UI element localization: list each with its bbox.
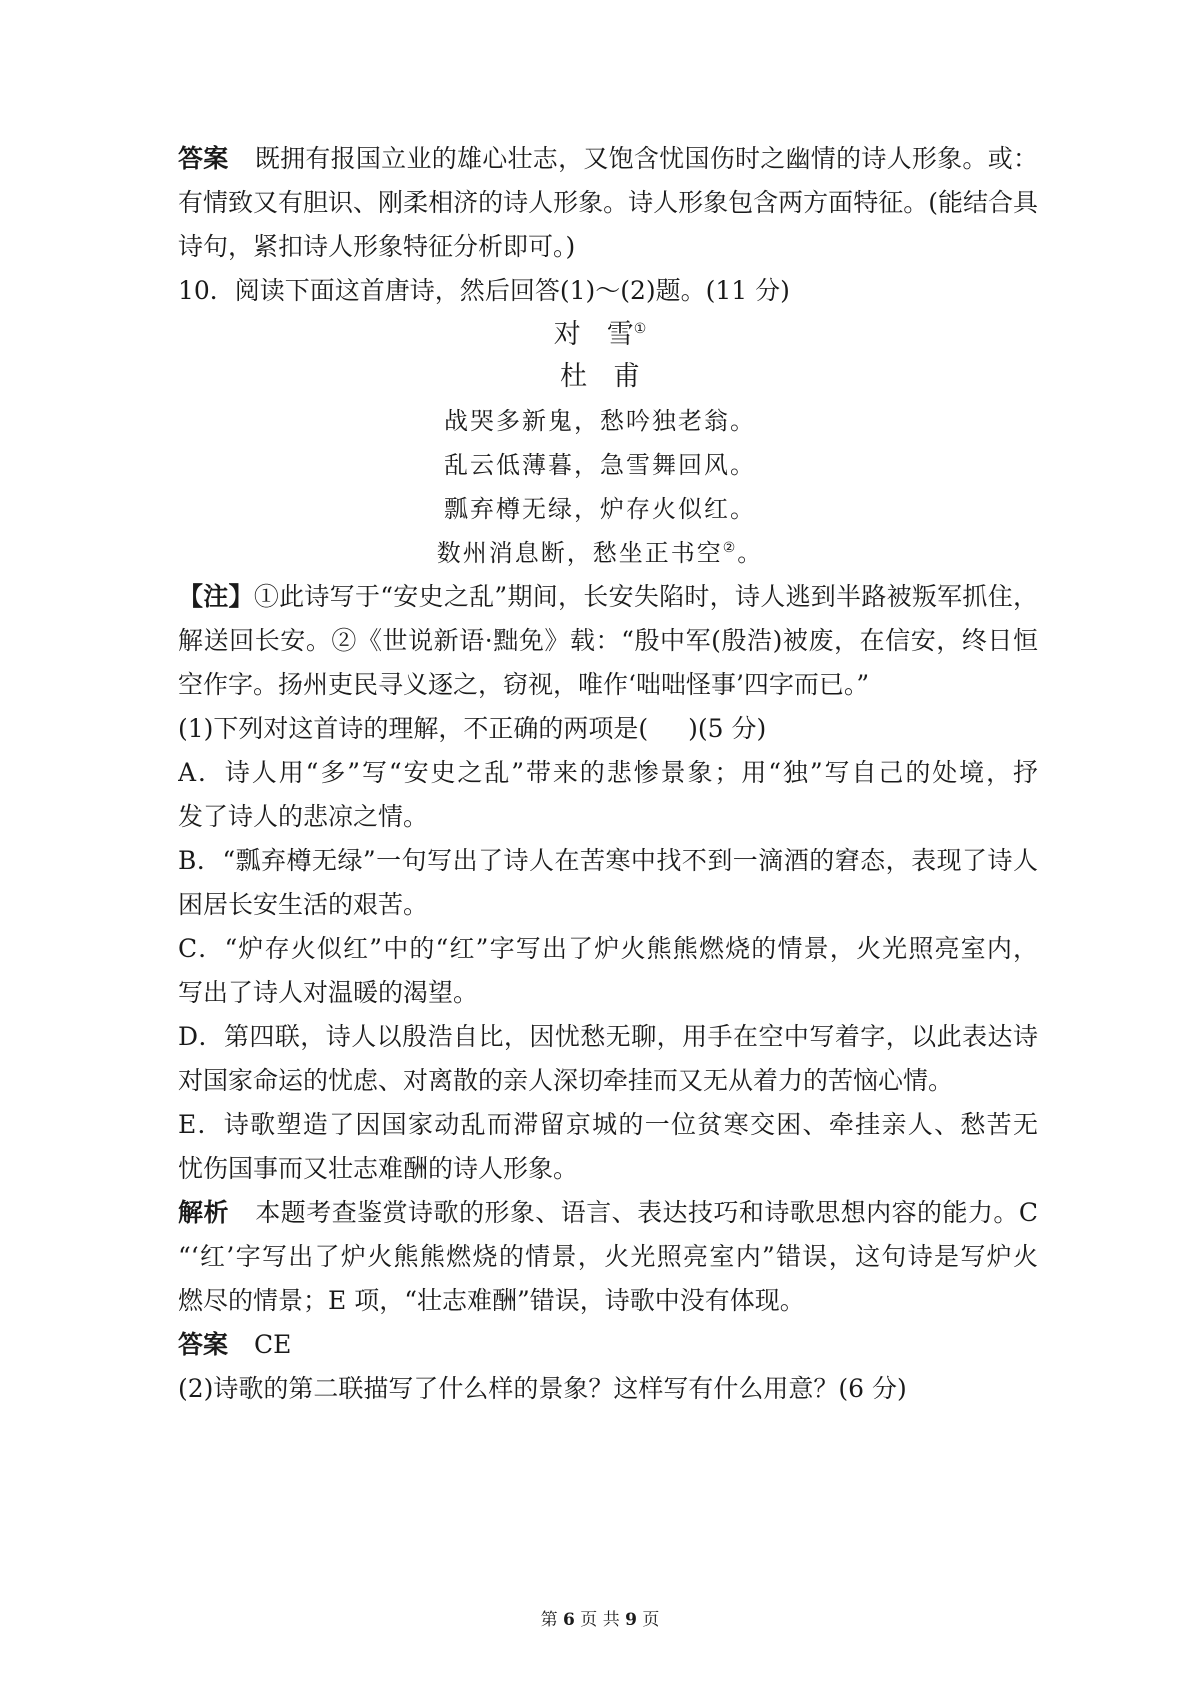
option-c-line-1: C．“炉存火似红”中的“红”字写出了炉火熊熊燃烧的情景，火光照亮室内， [178, 934, 1038, 963]
poem-author: 杜 甫 [560, 361, 640, 392]
option-a-line-2: 发了诗人的悲凉之情。 [178, 802, 429, 831]
notes-label: 【注】 [178, 582, 254, 611]
answer-line-2: 有情致又有胆识、刚柔相济的诗人形象。诗人形象包含两方面特征。(能结合具 [178, 188, 1038, 217]
answer-line-3: 诗句，紧扣诗人形象特征分析即可。) [178, 232, 576, 261]
answer-text: 既拥有报国立业的雄心壮志，又饱含忧国伤时之幽情的诗人形象。或： [254, 144, 1038, 173]
page-footer: 第 6 页 共 9 页 [540, 1610, 660, 1630]
answer-2-label: 答案 [178, 1330, 229, 1359]
total-pages: 9 [625, 1610, 637, 1630]
answer-2-line [178, 1328, 1038, 1362]
answer-label: 答案 [178, 144, 229, 173]
poem-line-3: 瓢弃樽无绿，炉存火似红。 [444, 495, 756, 523]
notes-line-1: 【注】①此诗写于“安史之乱”期间，长安失陷时，诗人逃到半路被叛军抓住， [178, 582, 1038, 611]
notes-line-3: 空作字。扬州吏民寻义逐之，窃视，唯作‘咄咄怪事’四字而已。” [178, 670, 870, 699]
analysis-line-3: 燃尽的情景；E 项，“壮志难酬”错误，诗歌中没有体现。 [178, 1286, 805, 1315]
answer-2-value: CE [254, 1330, 292, 1359]
answer-line-1 [178, 142, 1038, 176]
poem-line-2: 乱云低薄暮，急雪舞回风。 [444, 451, 756, 479]
question-10-stem: 10．阅读下面这首唐诗，然后回答(1)～(2)题。(11 分) [178, 276, 790, 305]
option-d-line-1: D．第四联，诗人以殷浩自比，因忧愁无聊，用手在空中写着字，以此表达诗 [178, 1022, 1038, 1051]
poem-line-note: ② [722, 540, 738, 556]
option-c-line-2: 写出了诗人对温暖的渴望。 [178, 978, 479, 1007]
notes-line-2: 解送回长安。②《世说新语·黜免》载：“殷中军(殷浩)被废，在信安，终日恒 [178, 626, 1038, 655]
poem-title-note: ① [633, 321, 647, 337]
option-e-line-1: E．诗歌塑造了因国家动乱而滞留京城的一位贫寒交困、牵挂亲人、愁苦无 [178, 1110, 1038, 1139]
poem-line-4: 数州消息断，愁坐正书空②。 [436, 539, 764, 567]
analysis-label: 解析 [178, 1198, 229, 1227]
poem-title: 对 雪① [553, 319, 647, 350]
option-e-line-2: 忧伤国事而又壮志难酬的诗人形象。 [178, 1154, 579, 1183]
sub-question-2-stem: (2)诗歌的第二联描写了什么样的景象？这样写有什么用意？(6 分) [178, 1374, 907, 1403]
option-b-line-1: B．“瓢弃樽无绿”一句写出了诗人在苦寒中找不到一滴酒的窘态，表现了诗人 [178, 846, 1038, 875]
analysis-line-2: “‘红’字写出了炉火熊熊燃烧的情景，火光照亮室内”错误，这句诗是写炉火 [178, 1242, 1038, 1271]
page-number: 6 [563, 1610, 575, 1630]
option-d-line-2: 对国家命运的忧虑、对离散的亲人深切牵挂而又无从着力的苦恼心情。 [178, 1066, 954, 1095]
option-a-line-1: A．诗人用“多”写“安史之乱”带来的悲惨景象；用“独”写自己的处境，抒 [178, 758, 1038, 787]
option-b-line-2: 困居长安生活的艰苦。 [178, 890, 429, 919]
analysis-line-1: 解析 本题考查鉴赏诗歌的形象、语言、表达技巧和诗歌思想内容的能力。C [178, 1198, 1038, 1227]
poem-line-1: 战哭多新鬼，愁吟独老翁。 [444, 407, 756, 435]
sub-question-1-stem: (1)下列对这首诗的理解，不正确的两项是( )(5 分) [178, 714, 767, 743]
